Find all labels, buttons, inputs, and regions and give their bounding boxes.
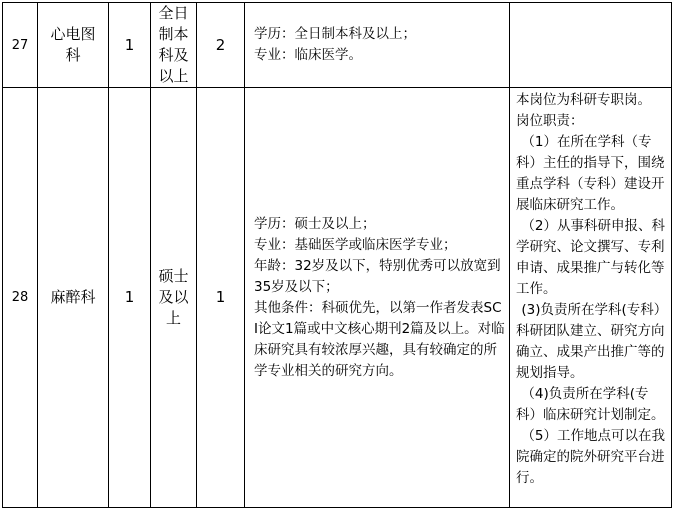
department-name: 麻醉科	[38, 88, 109, 508]
duty-line: （2）从事科研申报、科学研究、论文撰写、专利申请、成果推广与转化等工作。	[516, 218, 665, 297]
table-row	[3, 88, 672, 508]
column-value: 1	[197, 88, 245, 508]
requirement-line: 学历：硕士及以上；	[254, 215, 376, 232]
duty-line: （5）工作地点可以在我院确定的院外研究平台进行。	[516, 428, 665, 486]
column-value: 2	[197, 3, 245, 88]
education-level: 硕士及以上	[151, 88, 197, 508]
requirement-line: 专业：基础医学或临床医学专业；	[254, 236, 457, 253]
row-number: 28	[3, 88, 38, 508]
duties-cell	[510, 88, 672, 508]
headcount: 1	[109, 3, 151, 88]
duty-line: （1）在所在学科（专科）主任的指导下，围绕重点学科（专科）建设开展临床研究工作。	[516, 134, 665, 213]
requirement-line: 其他条件：科硕优先，以第一作者发表SCI论文1篇或中文核心期刊2篇及以上。对临床研究具有较浓厚兴趣，具有较确定的所学专业相关的研究方向。	[254, 299, 505, 379]
requirement-line: 专业：临床医学。	[254, 47, 362, 63]
recruitment-table	[2, 2, 672, 508]
table-row	[3, 3, 672, 88]
duty-line: （4)负责所在学科(专科）临床研究计划制定。	[516, 386, 665, 423]
row-number: 27	[3, 3, 38, 88]
requirements-cell	[245, 3, 510, 88]
education-level: 全日制本科及以上	[151, 3, 197, 88]
headcount: 1	[109, 88, 151, 508]
requirement-line: 年龄：32岁及以下，特别优秀可以放宽到35岁及以下；	[254, 257, 501, 295]
requirements-cell	[245, 88, 510, 508]
duty-line: 岗位职责：	[516, 113, 584, 129]
duty-line: 本岗位为科研专职岗。	[516, 92, 651, 108]
requirement-line: 学历：全日制本科及以上；	[254, 26, 416, 42]
duties-cell	[510, 3, 672, 88]
department-name: 心电图科	[38, 3, 109, 88]
duty-line: (3)负责所在学科(专科）科研团队建立、研究方向确立、成果产出推广等的规划指导。	[516, 302, 665, 381]
